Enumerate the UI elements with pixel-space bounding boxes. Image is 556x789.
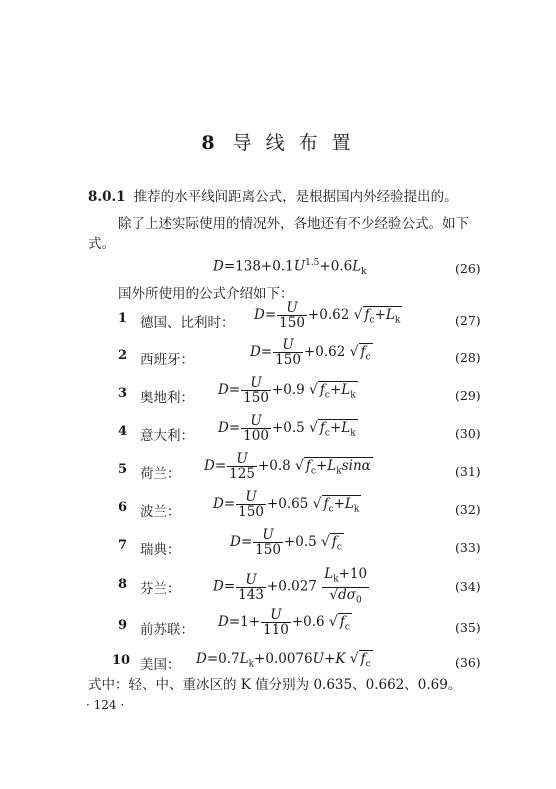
formula-31: D= $\frac{U}{125}$ +0.8 √ $f_c+L_k\sin\alpha$ xyxy=(204,451,371,482)
formula-36: $D=0.7L_k+0.0076U+K$ √ $f_c$ xyxy=(196,651,371,670)
chapter-number: 8 xyxy=(201,132,219,154)
country-label: 前苏联： xyxy=(140,622,194,638)
item-number: 4 xyxy=(118,424,128,439)
formula-32: D= $\frac{U}{150}$ +0.65 √ $f_c+L_k$ xyxy=(213,489,360,520)
equation-number: (34) xyxy=(455,579,481,594)
item-number: 6 xyxy=(118,500,128,515)
formula-30: D= $\frac{U}{100}$ +0.5 √ $f_c+L_k$ xyxy=(218,413,356,444)
country-label: 荷兰： xyxy=(140,466,181,482)
item-number: 9 xyxy=(118,618,128,633)
country-label: 奥地利： xyxy=(140,390,194,406)
formula-35: D=1+ $\frac{U}{110}$ +0.6 √ $f_c$ xyxy=(218,607,350,638)
equation-number: (29) xyxy=(455,388,481,403)
formula-28: D= $\frac{U}{150}$ +0.62 √ $f_c$ xyxy=(250,337,371,368)
item-number: 2 xyxy=(118,348,128,363)
item-number: 7 xyxy=(118,538,128,553)
country-label: 波兰： xyxy=(140,504,181,520)
foreign-intro: 国外所使用的公式介绍如下： xyxy=(118,286,294,302)
equation-number: (30) xyxy=(455,426,481,441)
country-label: 美国： xyxy=(140,657,181,673)
formula-26: $D=138+0.1U^{1.5}+0.6L_k$ xyxy=(213,258,367,278)
formula-27: D= $\frac{U}{150}$ +0.62 √ $f_c+L_k$ xyxy=(254,300,401,331)
item-number: 5 xyxy=(118,462,128,477)
equation-number: (28) xyxy=(455,350,481,365)
item-number: 3 xyxy=(118,386,128,401)
formula-29: D= $\frac{U}{150}$ +0.9 √ $f_c+L_k$ xyxy=(218,375,356,406)
country-label: 德国、比利时： xyxy=(140,315,235,331)
intro-text-1: 推荐的水平线间距离公式，是根据国内外经验提出的。 xyxy=(133,189,458,205)
country-label: 瑞典： xyxy=(140,542,181,558)
intro-line-2: 除了上述实际使用的情况外，各地还有不少经验公式。如下 xyxy=(118,216,469,232)
equation-number: (27) xyxy=(455,313,481,328)
footer-note: 式中：轻、中、重冰区的 K 值分别为 0.635、0.662、0.69。 xyxy=(88,677,462,693)
equation-number: (31) xyxy=(455,464,481,479)
page-number: · 124 · xyxy=(86,698,125,712)
item-number: 8 xyxy=(118,577,128,592)
intro-line-3: 式。 xyxy=(88,236,115,252)
formula-34: D= $\frac{U}{143}$ +0.027 $\frac{L_k+10}{√d\sigma_0}$ xyxy=(213,566,368,606)
intro-line-1 xyxy=(88,186,458,208)
chapter-heading: 导 线 布 置 xyxy=(232,132,355,154)
country-label: 芬兰： xyxy=(140,581,181,597)
equation-number: (32) xyxy=(455,502,481,517)
equation-number-26: (26) xyxy=(455,261,481,276)
equation-number: (35) xyxy=(455,620,481,635)
item-number: 10 xyxy=(112,653,131,668)
formula-33: D= $\frac{U}{150}$ +0.5 √ $f_c$ xyxy=(230,527,342,558)
section-number: 8.0.1 xyxy=(88,189,126,205)
chapter-title xyxy=(0,128,556,155)
equation-number: (36) xyxy=(455,655,481,670)
equation-number: (33) xyxy=(455,540,481,555)
item-number: 1 xyxy=(118,311,128,326)
country-label: 意大利： xyxy=(140,428,194,444)
country-label: 西班牙： xyxy=(140,352,194,368)
